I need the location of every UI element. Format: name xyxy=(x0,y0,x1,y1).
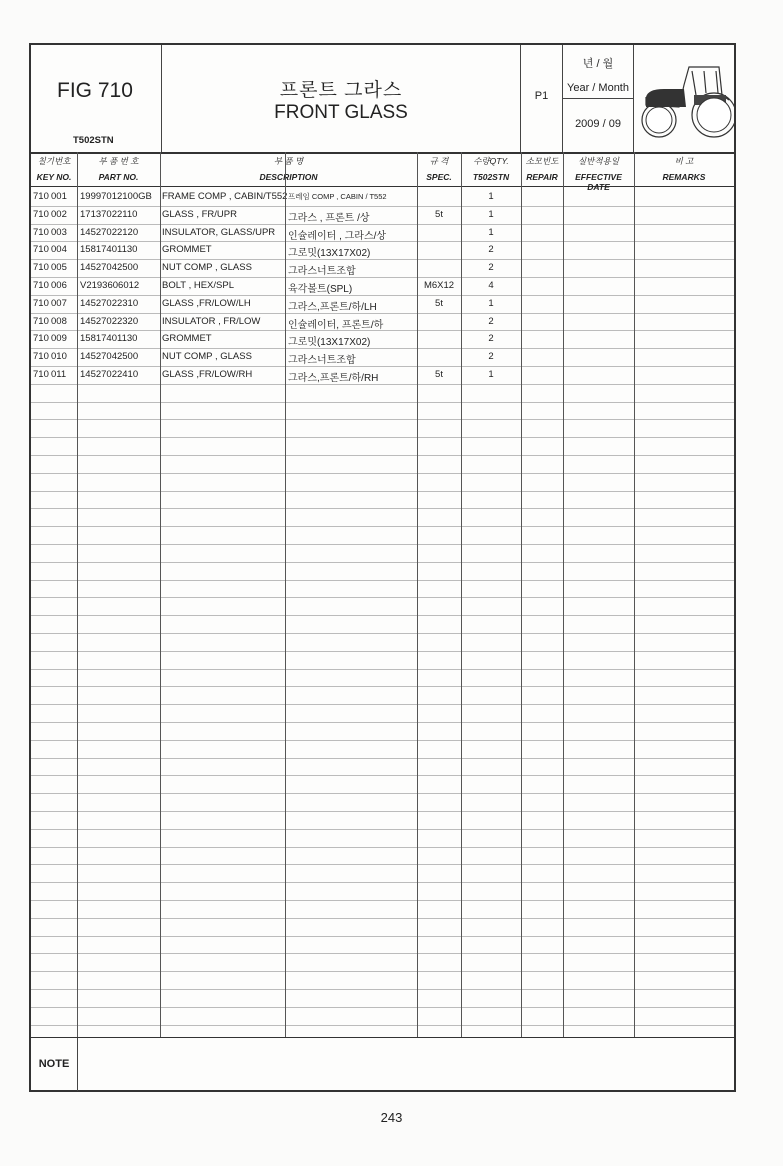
col-desc-ko: 부 품 명 xyxy=(273,156,304,166)
part-number: 17137022110 xyxy=(80,208,138,220)
part-number: 14527022320 xyxy=(80,315,139,327)
fig-number: 710 xyxy=(33,280,49,291)
note-section xyxy=(31,1037,734,1091)
col-effective-en: EFFECTIVE DATE xyxy=(575,172,622,192)
spec: 5t xyxy=(435,297,443,309)
description-en: GROMMET xyxy=(162,333,212,345)
spec: M6X12 xyxy=(423,280,455,291)
key-number: 003 xyxy=(51,226,67,238)
fig-number: 710 xyxy=(33,244,49,256)
description-ko: 육각볼트(SPL) xyxy=(288,284,353,295)
key-number: 006 xyxy=(51,280,67,291)
key-number: 010 xyxy=(51,351,67,363)
part-number: V2193606012 xyxy=(80,280,140,291)
spec: 5t xyxy=(435,208,443,220)
description-en: BOLT , HEX/SPL xyxy=(162,280,234,291)
quantity: 4 xyxy=(488,280,494,291)
table-row xyxy=(31,224,734,242)
part-number: 15817401130 xyxy=(80,244,138,256)
quantity: 2 xyxy=(488,315,494,327)
quantity: 2 xyxy=(488,262,494,274)
page-number: 243 xyxy=(380,1110,403,1125)
table-row xyxy=(31,366,734,384)
key-number: 011 xyxy=(51,369,67,380)
table-row xyxy=(31,277,734,295)
tractor-image xyxy=(634,45,734,152)
key-number: 001 xyxy=(51,191,67,202)
fig-number: 710 xyxy=(33,226,49,238)
key-number: 002 xyxy=(51,208,67,220)
table-row xyxy=(31,188,734,206)
table-row xyxy=(31,330,734,348)
part-number: 14527022120 xyxy=(80,226,139,238)
description-en: FRAME COMP , CABIN/T552 xyxy=(162,191,288,202)
quantity: 2 xyxy=(488,244,494,256)
key-number: 005 xyxy=(51,262,67,274)
col-effective-ko: 실반적용일 xyxy=(577,156,620,166)
figure-label: FIG 710 xyxy=(57,79,133,102)
sheet-header xyxy=(31,45,734,154)
page-cell xyxy=(521,45,563,152)
part-number: 19997012100GB xyxy=(80,191,152,202)
description-en: GROMMET xyxy=(162,244,212,256)
col-key-ko: 칠기번호 xyxy=(37,156,71,166)
description-en: GLASS ,FR/LOW/LH xyxy=(162,297,251,309)
part-number: 14527022310 xyxy=(80,297,139,309)
fig-number: 710 xyxy=(33,262,49,274)
part-number: 14527042500 xyxy=(80,351,139,363)
description-ko: 그라스,프론트/하/RH xyxy=(288,373,379,384)
col-repair-en: REPAIR xyxy=(526,172,558,182)
description-en: INSULATOR, GLASS/UPR xyxy=(162,226,276,238)
fig-number: 710 xyxy=(33,315,49,327)
description-en: GLASS ,FR/LOW/RH xyxy=(162,369,253,380)
description-ko: 인슐레이터, 프론트/하 xyxy=(288,319,384,331)
fig-number: 710 xyxy=(33,208,49,220)
table-row xyxy=(31,313,734,331)
col-desc-en: DESCRIPTION xyxy=(259,172,318,182)
col-repair-ko: 소모빈도 xyxy=(525,156,559,166)
key-number: 008 xyxy=(51,315,67,327)
title-english: FRONT GLASS xyxy=(274,102,408,123)
part-number: 14527022410 xyxy=(80,369,139,380)
description-ko: 그라스너트조합 xyxy=(288,266,356,278)
part-number: 14527042500 xyxy=(80,262,139,274)
quantity: 1 xyxy=(488,297,494,309)
title-korean: 프론트 그라스 xyxy=(279,80,403,101)
key-number: 007 xyxy=(51,297,67,309)
col-qty-en: T502STN xyxy=(472,172,510,182)
quantity: 2 xyxy=(488,351,494,363)
page-label: P1 xyxy=(534,90,549,102)
fig-number: 710 xyxy=(33,191,49,202)
part-number: 15817401130 xyxy=(80,333,138,345)
model-label: T502STN xyxy=(73,135,114,146)
figure-cell xyxy=(31,45,162,152)
description-en: NUT COMP , GLASS xyxy=(162,262,252,274)
year-month-cell xyxy=(563,45,634,152)
quantity: 1 xyxy=(488,369,494,380)
year-month-english: Year / Month xyxy=(567,82,629,94)
note-label: NOTE xyxy=(31,1038,78,1091)
column-header-row xyxy=(31,152,734,192)
description-ko: 인슐레이터 , 그라스/상 xyxy=(288,230,387,242)
col-spec-ko: 규 격 xyxy=(429,156,449,166)
quantity: 1 xyxy=(488,191,494,202)
col-qty-ko: 수량QTY. xyxy=(473,156,509,166)
quantity: 2 xyxy=(488,333,494,345)
description-en: GLASS , FR/UPR xyxy=(162,208,237,220)
table-row xyxy=(31,295,734,313)
description-ko: 그라스,프론트/하/LH xyxy=(288,301,377,313)
fig-number: 710 xyxy=(33,297,49,309)
description-ko: 그라스너트조합 xyxy=(288,355,356,367)
description-ko: 프레임 COMP , CABIN / T552 xyxy=(288,192,387,201)
spec: 5t xyxy=(435,369,443,380)
quantity: 1 xyxy=(488,226,494,238)
col-remarks-en: REMARKS xyxy=(662,172,706,182)
title-cell xyxy=(162,45,521,152)
table-row xyxy=(31,348,734,366)
table-row xyxy=(31,241,734,259)
col-part-ko: 부 품 번 호 xyxy=(98,156,139,166)
col-spec-en: SPEC. xyxy=(426,172,452,182)
table-row xyxy=(31,206,734,224)
description-ko: 그로밋(13X17X02) xyxy=(288,248,371,260)
description-ko: 그라스 , 프론트 /상 xyxy=(288,212,370,224)
fig-number: 710 xyxy=(33,333,49,345)
issue-date: 2009 / 09 xyxy=(575,118,621,130)
fig-number: 710 xyxy=(33,369,49,380)
year-month-korean: 년 / 월 xyxy=(582,58,614,70)
col-key-en: KEY NO. xyxy=(36,172,72,182)
description-en: NUT COMP , GLASS xyxy=(162,351,252,363)
key-number: 004 xyxy=(51,244,67,256)
fig-number: 710 xyxy=(33,351,49,363)
key-number: 009 xyxy=(51,333,67,345)
parts-sheet xyxy=(29,43,736,1092)
description-ko: 그로밋(13X17X02) xyxy=(288,337,371,349)
quantity: 1 xyxy=(488,208,494,220)
table-row xyxy=(31,259,734,277)
description-en: INSULATOR , FR/LOW xyxy=(162,315,261,327)
col-remarks-ko: 비 고 xyxy=(674,156,694,166)
col-part-en: PART NO. xyxy=(98,172,139,182)
